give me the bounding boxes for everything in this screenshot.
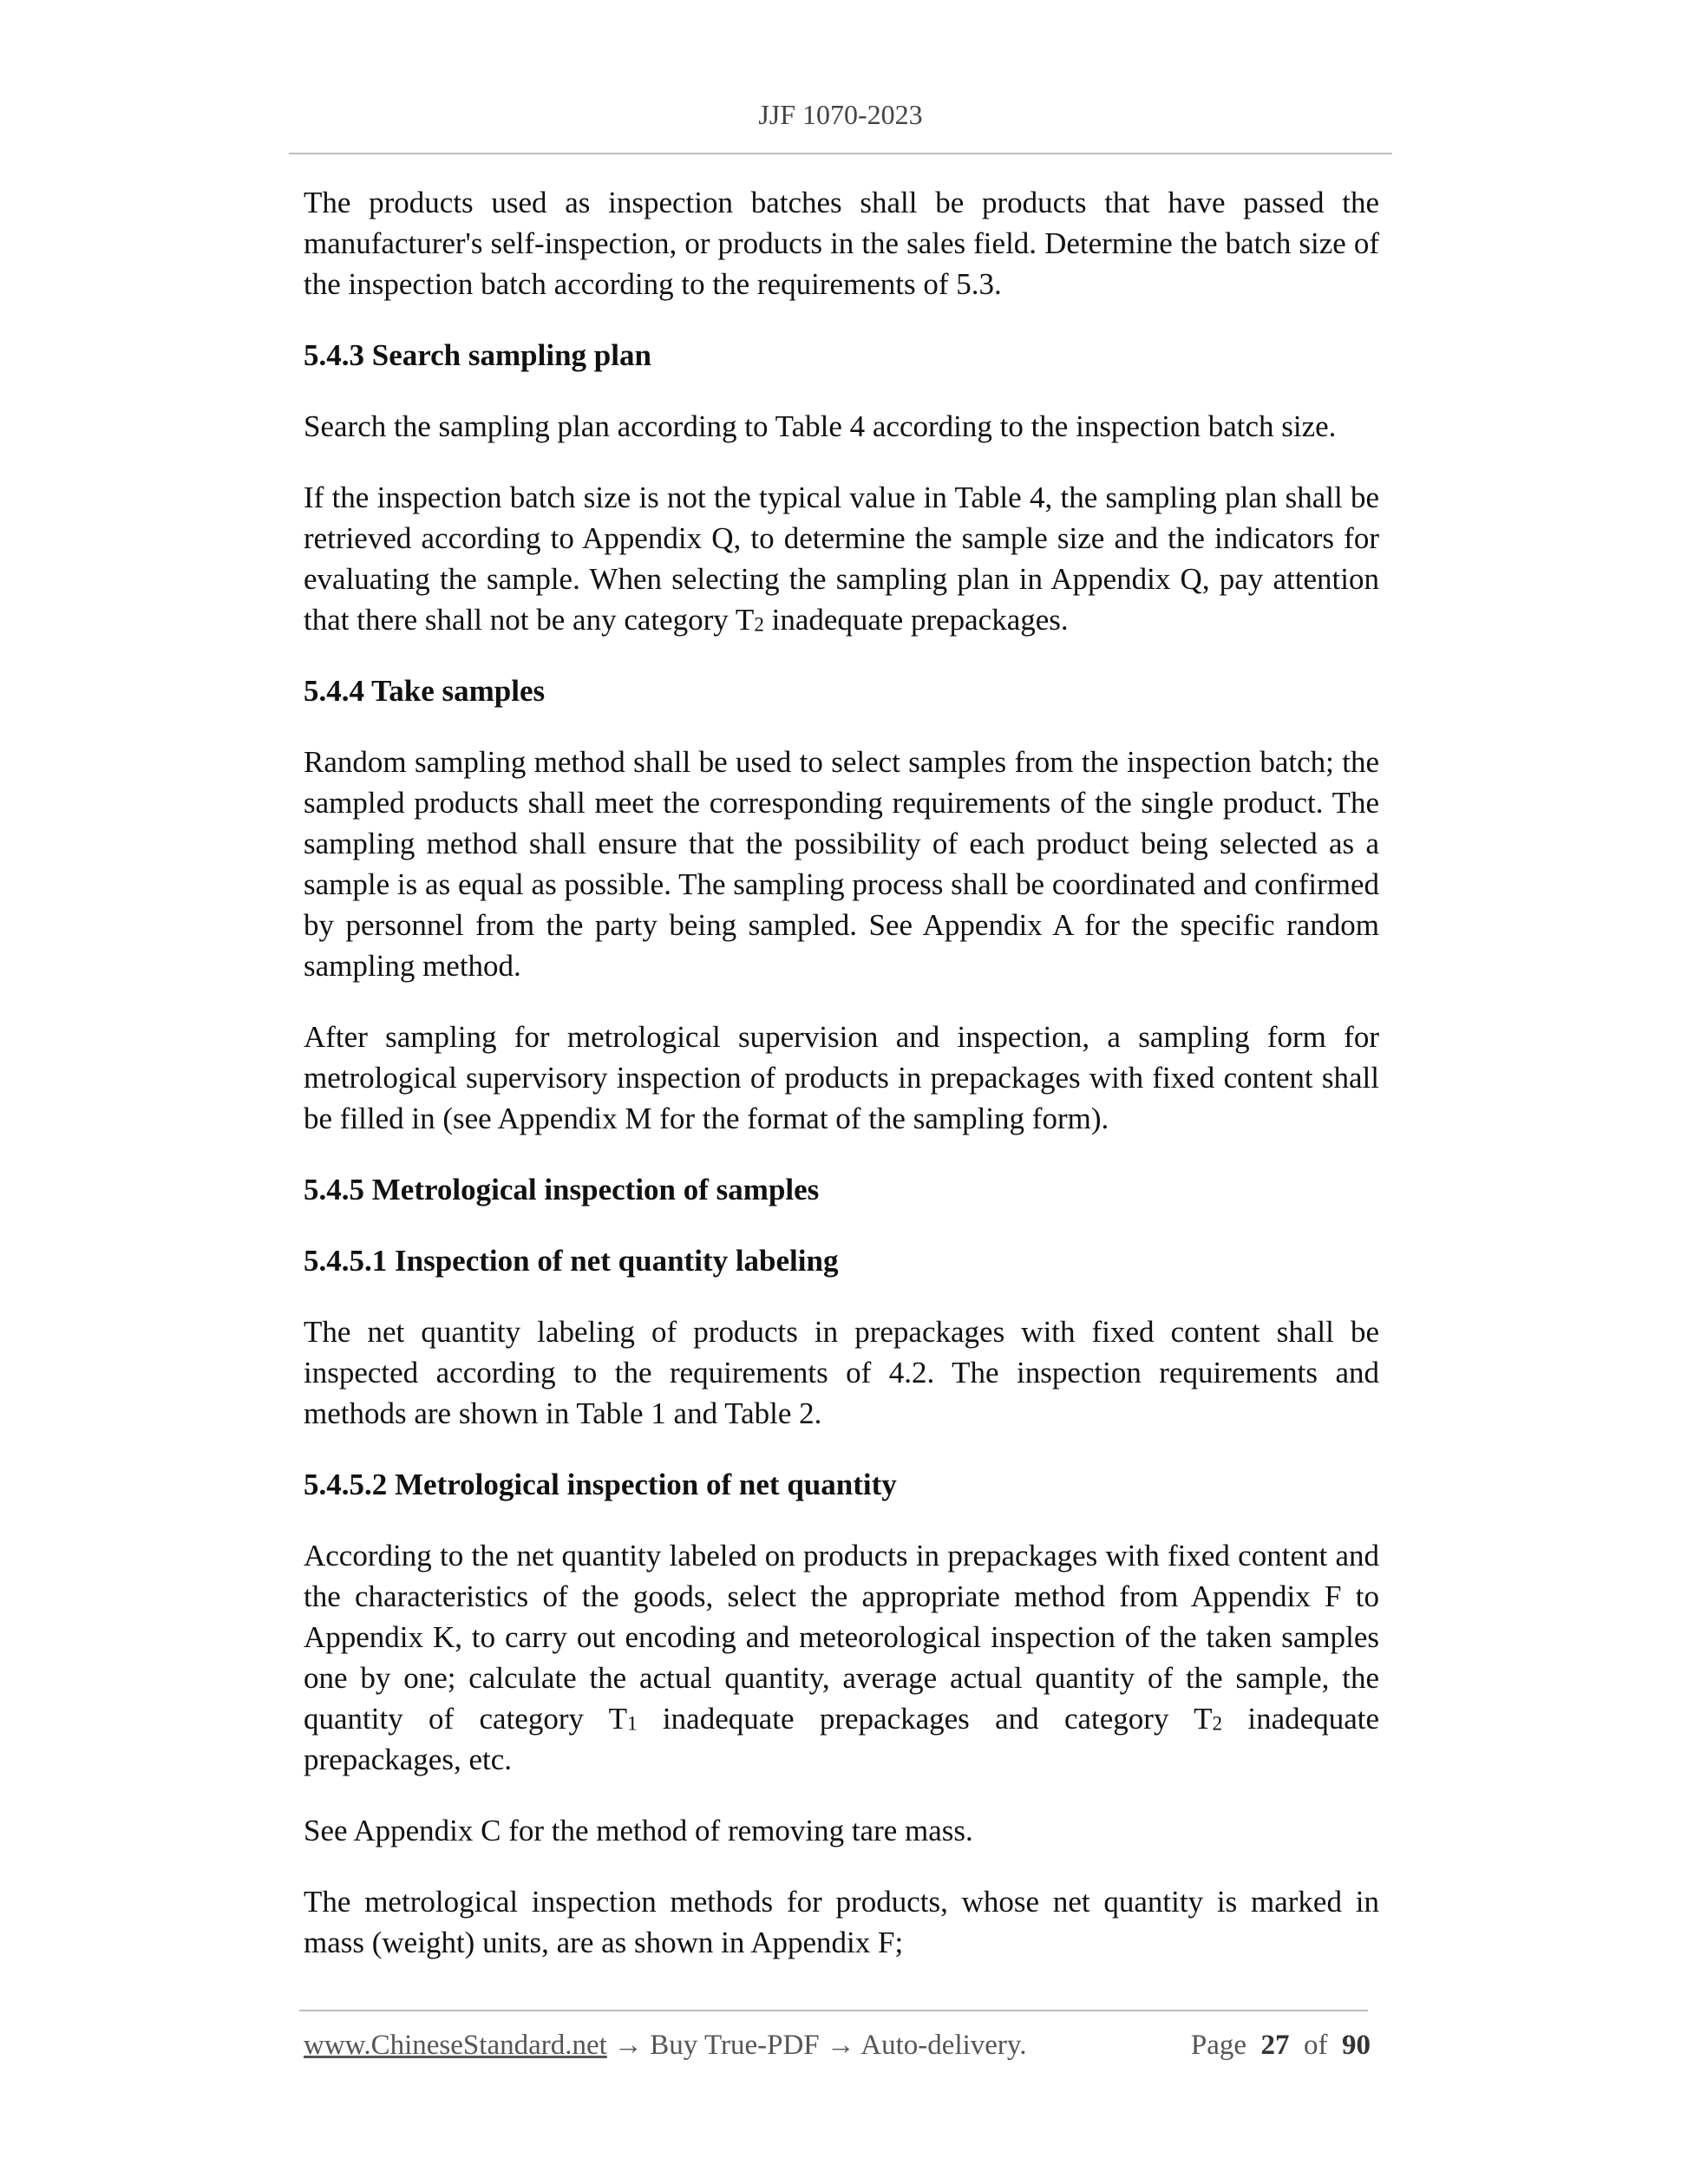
text-segment: inadequate prepackages, etc. <box>304 1702 1379 1776</box>
footer-left <box>304 2030 1027 2062</box>
heading-5-4-5: 5.4.5 Metrological inspection of samples <box>304 1173 820 1206</box>
subscript: 2 <box>754 612 764 636</box>
paragraph-appendix-q <box>304 477 1379 640</box>
of-label: of <box>1304 2030 1328 2061</box>
paragraph-tare-mass: See Appendix C for the method of removing tare mass. <box>304 1814 973 1847</box>
subscript: 1 <box>627 1711 638 1735</box>
page-number <box>1191 2030 1371 2062</box>
text-segment: According to the net quantity labeled on products in prepackages with fixed content and the characteristics of the goods, select the appropriate method from Appendix F to Appendix K, to carry out encoding and meteorological inspection of the taken samples one by one; calculate the actual quantity, average actual quantity of the sample, the quantity of category T <box>304 1539 1379 1736</box>
subscript: 2 <box>1212 1711 1223 1735</box>
heading-5-4-5-1: 5.4.5.1 Inspection of net quantity labeling <box>304 1244 839 1278</box>
paragraph-net-quantity-inspection <box>304 1535 1379 1780</box>
page-body <box>304 182 1379 1993</box>
current-page: 27 <box>1260 2030 1290 2061</box>
footer-divider <box>299 2010 1368 2011</box>
paragraph-net-quantity-labeling: The net quantity labeling of products in prepackages with fixed content shall be inspected according to the requirements of 4.2. The inspection requirements and methods are shown in Table 1 and Table 2. <box>304 1315 1379 1430</box>
paragraph-sampling-form: After sampling for metrological supervision and inspection, a sampling form for metrological supervisory inspection of products in prepackages with fixed content shall be filled in (see Appendix M for the format of the sampling form). <box>304 1020 1379 1135</box>
paragraph-mass-units: The metrological inspection methods for products, whose net quantity is marked in mass (weight) units, are as shown in Appendix F; <box>304 1885 1379 1959</box>
paragraph-search-plan: Search the sampling plan according to Table 4 according to the inspection batch size. <box>304 409 1337 443</box>
page-label: Page <box>1190 2030 1246 2061</box>
text-segment: inadequate prepackages. <box>763 603 1069 637</box>
paragraph-inspection-batch: The products used as inspection batches shall be products that have passed the manufacturer's self-inspection, or products in the sales field. Determine the batch size of the inspection batch according to the requirements of 5.3. <box>304 186 1379 301</box>
heading-5-4-4: 5.4.4 Take samples <box>304 674 546 708</box>
website-link[interactable]: www.ChineseStandard.net <box>304 2030 607 2061</box>
document-footer <box>304 2030 1371 2062</box>
header-divider <box>289 153 1392 154</box>
text-segment: If the inspection batch size is not the typical value in Table 4, the sampling plan shall be retrieved according to Appendix Q, to determine the sample size and the indicators for evaluating the sample. When selecting the sampling plan in Appendix Q, pay attention that there shall not be any category T <box>304 481 1379 637</box>
header-title: JJF 1070-2023 <box>758 99 923 130</box>
document-header <box>289 99 1392 131</box>
total-pages: 90 <box>1342 2030 1371 2061</box>
heading-5-4-5-2: 5.4.5.2 Metrological inspection of net quantity <box>304 1468 897 1501</box>
footer-promo-text: → Buy True-PDF → Auto-delivery. <box>606 2030 1027 2061</box>
heading-5-4-3: 5.4.3 Search sampling plan <box>304 338 651 372</box>
paragraph-random-sampling: Random sampling method shall be used to select samples from the inspection batch; the sampled products shall meet the corresponding requirements of the single product. The sampling method shall ensure that the possibility of each product being selected as a sample is as equal as possible. The sampling process shall be coordinated and confirmed by personnel from the party being sampled. See Appendix A for the specific random sampling method. <box>304 745 1379 983</box>
text-segment: inadequate prepackages and category T <box>637 1702 1213 1736</box>
